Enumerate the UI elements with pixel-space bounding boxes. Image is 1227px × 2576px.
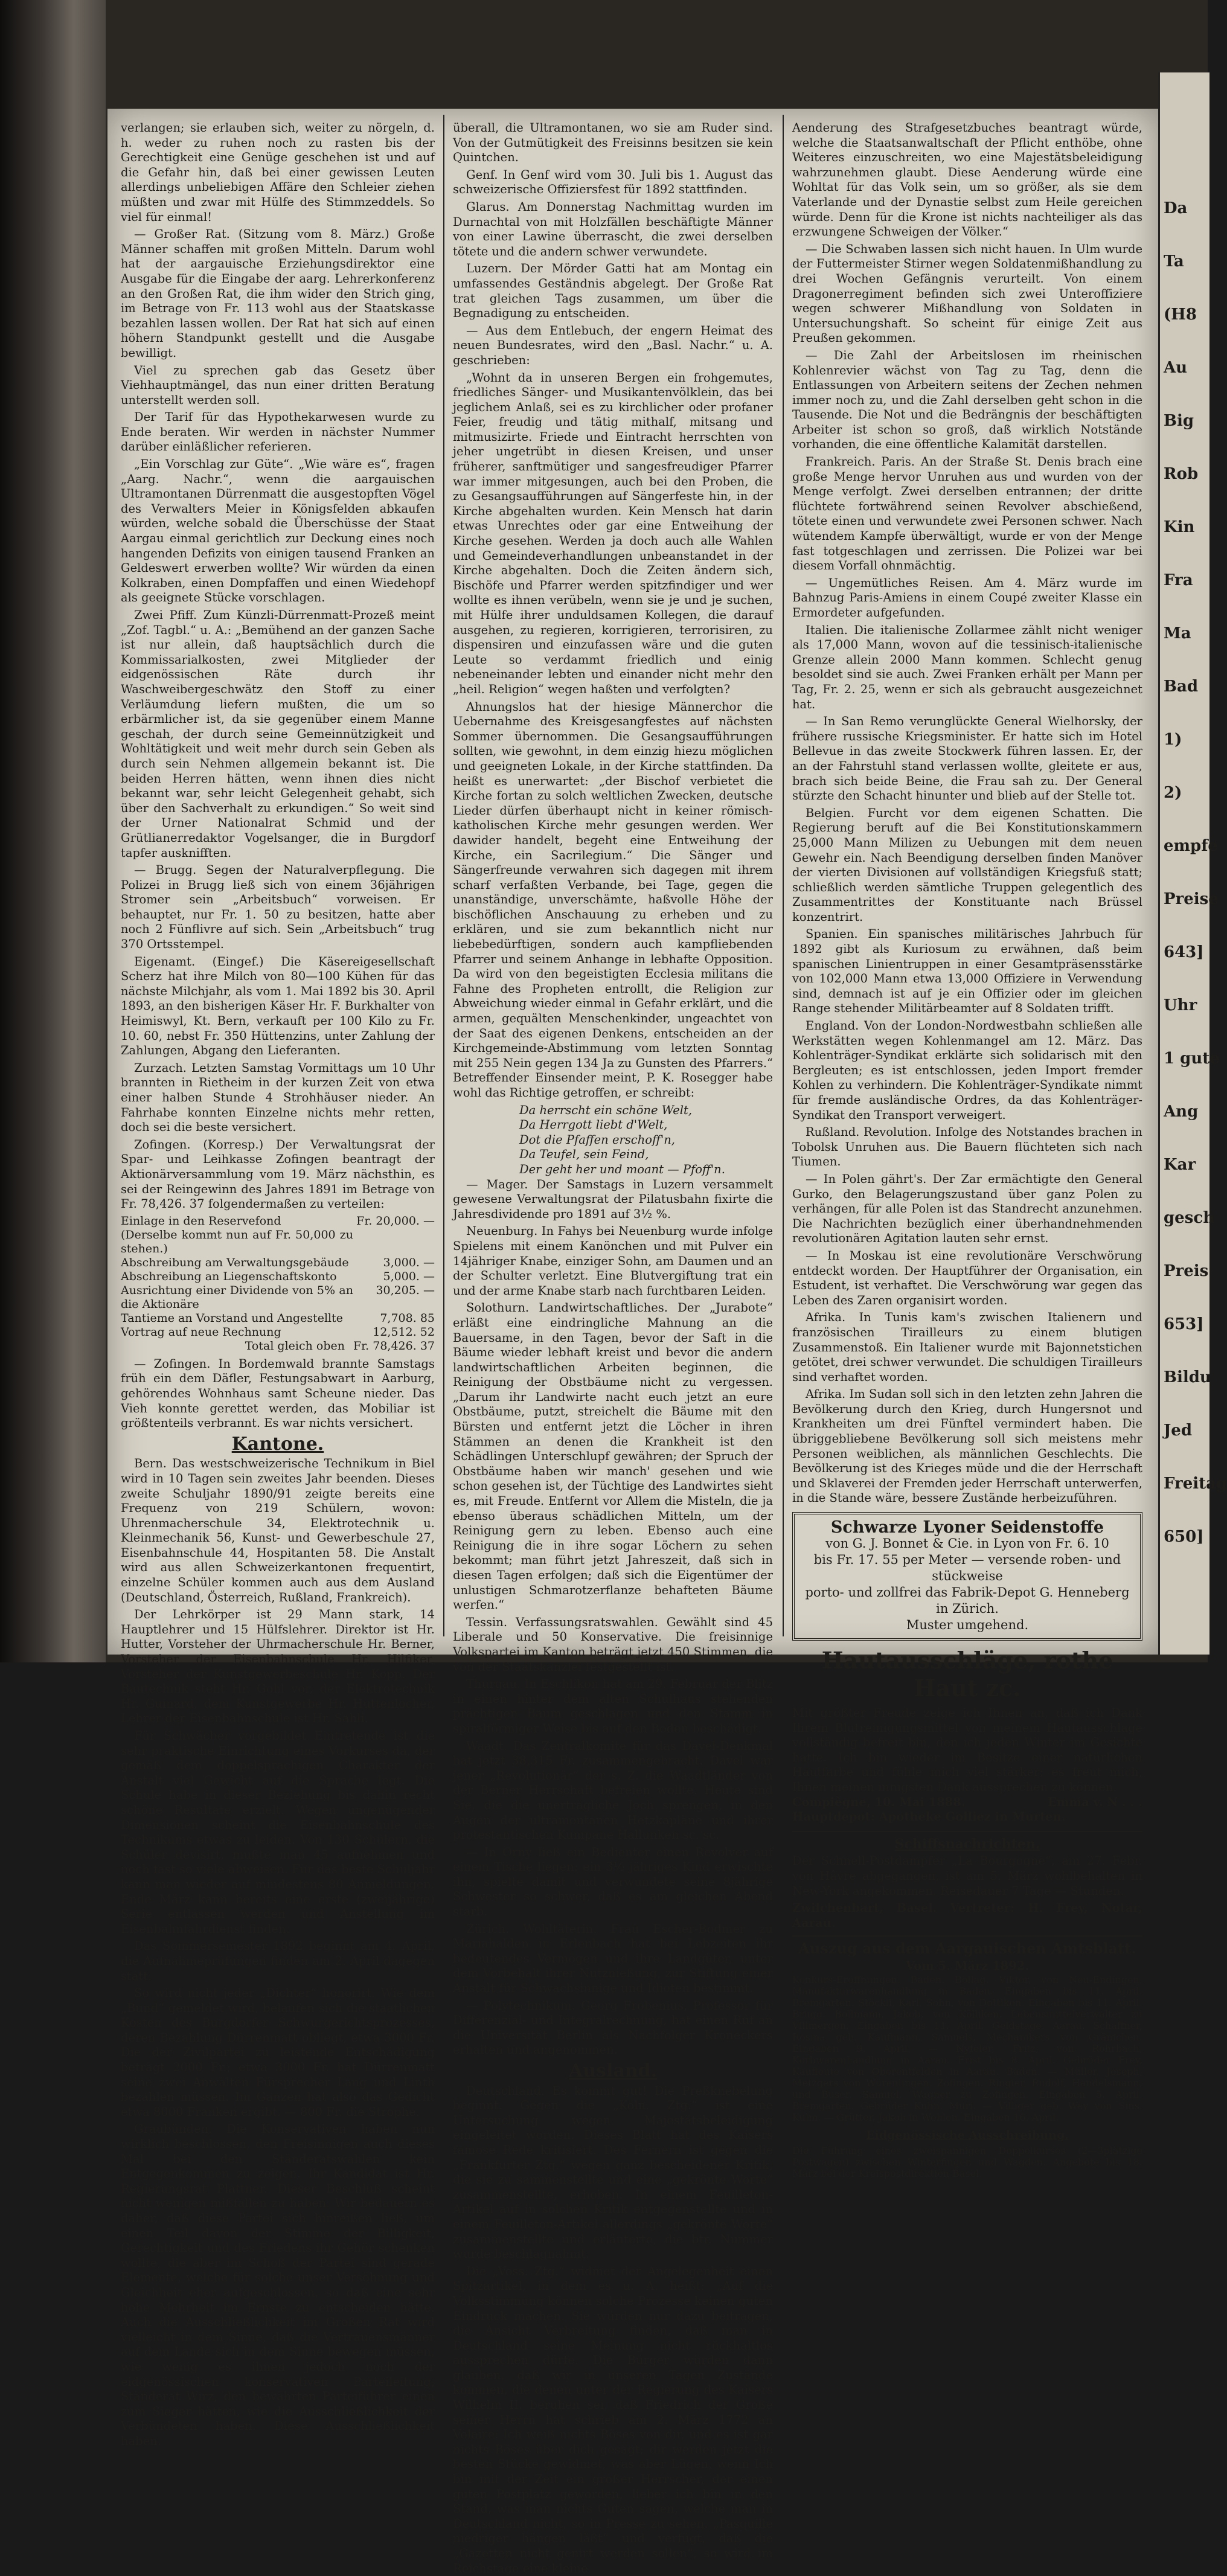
dividend-row	[121, 1339, 435, 1353]
dividend-label: Vortrag auf neue Rechnung	[121, 1325, 281, 1339]
paragraph-solothurn: Solothurn. Landwirtschaftliches. Der „Jurabote“ erläßt eine eindringliche Mahnung an die Bauersame, in den Tagen, bevor der Saft in die Bäume wieder lebhaft kreist und bevor die andern landwirtschaftlichen Arbeiten beginnen, die Reinigung der Obstbäume nicht zu vergessen. „Darum ihr Landwirte nacht euch jetzt an eure Obstbäume, putzt, streichelt die Bäume mit den Bürsten und entfernt jetzt die Löcher in ihren Stämmen an denen die Krankheit ist den Schädlingen Unterschlupf gewähren; der Spruch der Obstbäume haben wir manch' gesehen und wie schon gesehen ist, der Tüchtige des Landwirtes sieht es, mit Freude. Entfernt vor Allem die Misteln, die ja ebenso überaus schädlichen Mitteln, um der Reinigung gern zu leben. Ebenso auch eine Reinigung die in ihre sogar Löchern zu sehen bekommt; man führt jetzt Jahreszeit, daß sich in diesen Tagen erfolgen; daß sich die Eigentümer der unlustigen Schmarotzerflanze behafteten Bäume werfen.“	[453, 1301, 773, 1612]
dividend-row	[121, 1325, 435, 1339]
paragraph: „Ein Vorschlag zur Güte“. „Wie wäre es“, fragen „Aarg. Nachr.“, wenn die aargauischen Ultramontanen Dürrenmatt die ausgestopften Vögel des Verwalters Meier in Königsfelden abkaufen würden, welche sobald die Überschüsse der Staat Aargau einmal gerichtlich zur Deckung eines noch hangenden Defizits von einigen tausend Franken an Geldeswert erwerben wollte? Wir würden da einen Kolkraben, einen Dompfaffen und einen Wiedehopf als geeignete Stücke vorschlagen.	[121, 457, 435, 605]
verse-line: Da herrscht ein schöne Welt,	[519, 1103, 693, 1117]
paragraph: Aenderung des Strafgesetzbuches beantragt würde, welche die Staatsanwaltschaft der Pflicht enthöbe, ohne Weiteres einzuschreiten, wo eine Majestätsbeleidigung wahrzunehmen glaubt. Diese Aenderung würde eine Wohltat für das Volk sein, um so größer, als sie dem Vaterlande und der Dynastie selbst zum Heile gereichen würde. Denn für die Krone ist nichts nachteiliger als das erzwungene Schweigen der Völker.“	[792, 121, 1142, 239]
dividend-row	[121, 1284, 435, 1312]
paragraph-grosser-rat: — Großer Rat. (Sitzung vom 8. März.) Große Männer schaffen mit großen Mitteln. Darum wohl hat der aargauische Erziehungsdirektor eine Ausgabe für die Eingabe der aarg. Lehrerkonferenz an den Großen Rat, die ihm wider den Strich ging, im Betrage von Fr. 113 wohl aus der Staatskasse bezahlen lassen wollen. Der Rat hat sich auf einen höhern Standpunkt gestellt und die Ausgabe bewilligt.	[121, 227, 435, 360]
paragraph-mager: — Mager. Der Samstags in Luzern versammelt gewesene Verwaltungsrat der Pilatusbahn fixirte die Jahresdividende pro 1891 auf 3½ %.	[453, 1177, 773, 1221]
adjacent-page-fragment: 1)	[1164, 731, 1182, 749]
paragraph: verlangen; sie erlauben sich, weiter zu nörgeln, d. h. weder zu ruhen noch zu rasten bis der Gerechtigkeit eine Genüge geschehen ist und auf die Gefahr hin, daß bei einer gewissen Leuten allerdings unbeliebigen Affäre den Schleier ziehen müßten und zwar mit Hülfe des Stimmzeddels. So viel für einmal!	[121, 121, 435, 224]
paragraph: Das Sommersemester 1892 beginnt am 4. April, die Aufnahmeprüfungen finden am 2. April dagegen statt.	[121, 1939, 435, 1983]
adjacent-page-fragment: Kar	[1164, 1156, 1196, 1174]
ad-signature	[792, 1795, 1142, 1810]
advertisement-skin	[792, 1647, 1142, 1825]
paragraph: — Die Schwaben lassen sich nicht hauen. In Ulm wurde der Futtermeister Stirner wegen Soldatenmißhandlung zu drei Wochen Gefängnis verurteilt. Von einem Dragonerregiment befinden sich zwei Unteroffiziere wegen schwerer Mißhandlung von Soldaten in Untersuchungshaft. So scheint für einige Zeit aus Preußen gekommen.	[792, 242, 1142, 345]
paragraph: — In Moskau ist eine revolutionäre Verschwörung entdeckt worden. Der Hauptführer der Organisation, ein Estudent, ist verhaftet. Die Verschwörung war gegen das Leben des Zaren organisirt worden.	[792, 1248, 1142, 1307]
dividend-row	[121, 1270, 435, 1284]
ship-news-body: Der Schnell-Postdampfer „La Bourgogne“, am 27. Febr. von Hâvre abgegangen, ist am 5. März wohlbehalten in New-York angekommen. Reisedauer 7 Tage — Stunden.	[792, 1854, 1142, 1898]
dividend-amount: 7,708. 85	[380, 1311, 435, 1325]
amtsblatt-date: Vom 5. März 1892.	[905, 1958, 1030, 1973]
paragraph: — In Orny ließ ein Bedienter einen Revolver auf einem Tische liegen; ein 3½ jähriges Kind erwischte ihn, spielte damit und verwundete seine 8jährige Schwester so schwer, daß es am gleichen Abend starb.	[453, 1845, 773, 1919]
adjacent-page-fragment: gesch	[1164, 1209, 1215, 1227]
ad-line: porto- und zollfrei das Fabrik-Depot G. Henneberg in Zürich.	[805, 1585, 1130, 1616]
paragraph-italien: Italien. Die italienische Zollarmee zählt nicht weniger als 17,000 Mann, wovon auf die tessinisch-italienische Grenze allein 2000 Mann kommen. Schlecht genug besoldet sind sie auch. Zwei Franken erhält per Mann per Tag, Fr. 2. 25, wenn er sich als gebraucht ausgezeichnet hat.	[792, 623, 1142, 711]
verse-line: Da Teufel, sein Feind,	[519, 1147, 649, 1162]
amtsblatt-body: Konkurs-Eröffnungen. Baden. Bollag, Viktor, von Neu-Endingen, Manufakturwarenhandlung in Baden. Eingaben bis 11. April. Bremgarten. Stöckli, Karl, Sohn, von Dottikon. Eingaben bis 11. April. Brugg. Bollmann, Jakob, von Kölliken, Lebensmittelverwalter zu Villmergen. Eingaben bis 11. April. Geldstage. Aarau. Schaffner, Rosina geb. Kaufmann, Samuels, Mechanikers von Gränichen. Eingaben 9. April. — Nyfeler, Fritz, von Rohrbach, Korbwarenhandlung in Aarau. Frist bis 8. April. Gebrüder Frey, Kaufleute von Oberentfelden in Aarau. Baden. — Müller, Joseph, Metzgers von Würenlingen. Zofingen. Ringier, Rudolf, Handelsmann, und Buser, Samuel, Wagner zu Zofingen. Eingaben 5. April. Bremgarten. Gebrüder Kuhn. Muri. — Villiger geb. Wey von Sins. Kulm. — Grütter, Jakob in Wohlen. Eingaben 16. April.	[792, 1973, 1142, 2123]
ad-depot: Hauptdepot: Apotheke Golliez in Murten.	[792, 1810, 1066, 1824]
ad-signer: Emma v. N . . .	[1047, 1795, 1142, 1809]
paragraph: überall, die Ultramontanen, wo sie am Ruder sind. Von der Gutmütigkeit des Freisinns besitzen sie kein Quintchen.	[453, 121, 773, 165]
dividend-amount: 12,512. 52	[373, 1325, 435, 1339]
verse-line: Dot die Pfaffen erschoff'n,	[519, 1132, 675, 1147]
adjacent-page-fragment: Jed	[1164, 1421, 1193, 1440]
divider	[792, 1935, 1142, 1937]
adjacent-page-fragment: Bildu	[1164, 1368, 1211, 1386]
adjacent-page-fragment: empfe	[1164, 837, 1218, 855]
dividend-row	[121, 1214, 435, 1228]
paragraph: Viel zu sprechen gab das Gesetz über Viehhauptmängel, das nun einer dritten Beratung unterstellt werden soll.	[121, 363, 435, 407]
ad-line: bis Fr. 17. 55 per Meter — versende roben- und stückweise	[813, 1552, 1121, 1584]
section-heading-kantone: Kantone.	[231, 1433, 324, 1455]
adjacent-page-fragment: Ma	[1164, 624, 1191, 642]
newspaper-page	[107, 109, 1158, 2575]
paragraph-glarus: Glarus. Am Donnerstag Nachmittag wurden im Durnachtal von mit Holzfällen beschäftigte Männer von einer Lawine überrascht, die zwei derselben tötete und die andern schwer verwundete.	[453, 199, 773, 258]
adjacent-page-fragment: Freitag	[1164, 1475, 1227, 1493]
dividend-table	[121, 1214, 435, 1353]
paragraph: Der Tarif für das Hypothekarwesen wurde zu Ende beraten. Wir werden in nächster Nummer darüber einläßlicher referieren.	[121, 410, 435, 454]
paragraph-graubuenden: Graubünden. Die Konservativen haben nun wirklich beschlossen, den Freisinnigen auch dieses Mal bei den Ständeratswahlen kein Entgegenkommen zu zeigen. Ihr Kandidat ist Hr. Regierungsrat Plattner. Dieser Beschluß scheint nicht wenigen mißfallen zu haben. Wir bedauern es daher, daß diese Partei sich hinreißen ließ, um einen Teil davon der Stimme der Billigkeit, Gerechtigkeit und des Friedens ihr Gehör schenken wollte, die aber im Schoß der Partei sind gerade Elemente, welche für solche unser Versöhnung und Gleichheit eher aufgeschlossen, so daß eine sehr hohe Mehrheit im Ernste zu entscheiden hätte. Auch die Ausschließlichkeit im Großen Rat wird vielleicht in dem Sinne, daß die Vertrauensmänner auf dem Lande sich in dem Sinne bewegen müssen, wie wenig es ihnen jedoch noch der eidgenössischen konservativen Parteileitung, Ständerat Wirz, den bewährten Parteiführer einen zum Sieger hätten, wie die Ausschließlichkeit der Verbündeten haben. Diese Ausschließlichkeit haben.	[121, 2122, 435, 2448]
paragraph-tessin: Tessin. Verfassungsratswahlen. Gewählt sind 45 Liberale und 50 Konservative. Die freisinnige Volkspartei im Kanton beträgt jetzt 450 Stimmen, die von der Staatskanzlei festgestellt ist.	[453, 1615, 773, 1674]
adjacent-page-fragment: Uhr	[1164, 996, 1197, 1014]
paragraph: Für Schwächer vorgebildet Eintretende ist die sehr praktische Einrichtung eines Vorkurses da, der gemäß dem doppelsprachigen Charakter der Anstalt viel Gewicht auf die Sprache legt. Die Schule habe in dieser Beziehung bis dahin recht schöne Resultate erzielt. Wegen ungenügender Dimensionen scheint die Eisenbahnschule des Technikums etwas zu leiden. Von 130 Schülern, die Schüler devisirt, mußte man 45 aufnehmen und noch fast so viele abweisen. Für das beste Schuljahr kann man wieder auf mindestens 80 Anmeldungen. Ende März kann bereits eine erste (zweijährige) Serie entlassen werden und Anstellung im Eisenbahnfahrdienst finden.	[121, 1729, 435, 1936]
adjacent-page-fragment: Preis	[1164, 1262, 1209, 1280]
ad-headline: Hautausschläge, rothe Haut zc.	[821, 1647, 1113, 1702]
section-heading-ausland: Ausland.	[568, 2060, 658, 2081]
verse-quote	[453, 1103, 773, 1177]
paragraph-zurzach: Zurzach. Letzten Samstag Vormittags um 10 Uhr brannten in Rietheim in der kurzen Zeit von etwa einer halben Stunde 4 Strohhäuser nieder. An Fahrhabe konnten Einzelne nichts mehr retten, doch sei die beste versichert.	[121, 1060, 435, 1135]
dividend-label: Einlage in den Reservefond	[121, 1214, 281, 1228]
adjacent-page-fragment: Da	[1164, 199, 1188, 217]
paragraph-england: England. Von der London-Nordwestbahn schließen alle Werkstätten wegen Kohlenmangel am 12. März. Das Kohlenträger-Syndikat erklärte sich solidarisch mit den Bergleuten; es ist entschlossen, jeden Import fremder Kohlen zu verhindern. Die Kohlenträger-Syndikate nimmt für fremde ausländische Ordres, da das Kohlenträger-Syndikat den Transport verweigert.	[792, 1019, 1142, 1122]
paragraph-genf: Genf. In Genf wird vom 30. Juli bis 1. August das schweizerische Offiziersfest für 1892 stattfinden.	[453, 167, 773, 197]
column-middle	[453, 121, 773, 2575]
ship-news-title: Schiffsnachrichten.	[894, 1836, 1040, 1852]
paragraph: Der Lehrkörper ist 29 Mann stark, 14 Hauptlehrer und 15 Hülfslehrer. Direktor ist Hr. Hutter, Vorsteher der Uhrmacherschule Hr. Berner, Vorsteher der Eisenbahnschule Hr. Hilfiker, Vorsteher der Kunstgewerbeschule Hr. Kopp. Der Bautechnik steht Hr. Gohl vor, der Elektrotechnik Hr. Guinard, dem Kunstgewerbe Hr. Huttenlocher, Lehrer der Eisenbahnschule ist Hr. Sahli.	[121, 1607, 435, 1726]
amtsblatt-title: Auszug aus dem Aargauischen Amtsblatt.	[798, 1940, 1136, 1958]
adjacent-page-fragment: Preise	[1164, 890, 1219, 908]
adjacent-page-fragment: 643]	[1164, 943, 1204, 961]
verse-line: Da Herrgott liebt d'Welt,	[519, 1118, 668, 1132]
paragraph-eigenamt: Eigenamt. (Eingef.) Die Käsereigesellschaft Scherz hat ihre Milch von 80—100 Kühen für das nächste Milchjahr, als vom 1. Mai 1892 bis 30. April 1893, an den bisherigen Käser Hr. F. Burkhalter von Heimiswyl, Kt. Bern, verkauft per 100 Kilo zu Fr. 10. 60, nebst Fr. 350 Hüttenzins, unter Zahlung der Zahlungen, Abgang den Lieferanten.	[121, 954, 435, 1058]
book-binding	[0, 0, 106, 1662]
dividend-amount: 5,000. —	[383, 1269, 435, 1283]
adjacent-page-fragment: Fra	[1164, 571, 1193, 589]
verse-line: Der geht her und moant — Pfoff'n.	[519, 1162, 725, 1176]
paragraph: — Ungemütliches Reisen. Am 4. März wurde im Bahnzug Paris-Amiens in einem Coupé zweiter Klasse ein Ermordeter aufgefunden.	[792, 575, 1142, 620]
column-left	[121, 121, 435, 2448]
paragraph-afrika: Afrika. Im Sudan soll sich in den letzten zehn Jahren die Bevölkerung durch den Krieg, durch Hungersnot und Krankheiten um drei Fünftel vermindert haben. Die übriggebliebene Bevölkerung soll sich meistens mehr Personen weiblichen, als männlichen Geschlechts. Die Bevölkerung ist des Krieges müde und die der Herrschaft und Sklaverei der Fremden jeder Herrschaft unterwerfen, in die Stande wäre, bessere Zustände herbeizuführen.	[792, 1387, 1142, 1505]
paragraph-bern: Bern. Das westschweizerische Technikum in Biel wird in 10 Tagen sein zweites Jahr beenden. Dieses zweite Schuljahr 1890/91 zeigte bereits eine Frequenz von 219 Schülern, wovon: Uhrenmacherschule 34, Elektrotechnik u. Kleinmechanik 56, Kunst- und Gewerbeschule 27, Eisenbahnschule 44, Hospitanten 58. Die Anstalt wird aus allen Schweizerkantonen frequentirt, einzelne Schüler kommen auch aus dem Ausland (Deutschland, Österreich, Rußland, Frankreich).	[121, 1456, 435, 1604]
paragraph-spanien: Spanien. Ein spanisches militärisches Jahrbuch für 1892 gibt als Kuriosum zu erwähnen, daß beim spanischen Linientruppen in einer Gesamtpräsensstärke von 102,000 Mann etwa 13,000 Offiziere in Verwendung sind, demnach ist auf je ein Offizier oder im gleichen Range stehender Militärbeamter auf 8 Soldaten trifft.	[792, 927, 1142, 1016]
dividend-amount: 30,205. —	[376, 1283, 435, 1297]
dividend-label: Abschreibung an Liegenschaftskonto	[121, 1269, 337, 1283]
dividend-row	[121, 1228, 435, 1256]
paragraph: Ahnungslos hat der hiesige Männerchor die Uebernahme des Kreisgesangfestes auf nächsten Sommer übernommen. Die Gesangsaufführungen sollten, wie gewohnt, in dem einzig hiezu möglichen und geeigneten Lokale, in der Kirche stattfinden. Da heißt es unerwartet: „der Bischof verbietet die Kirche fortan zu solch weltlichen Zwecken, deutsche Lieder dürfen überhaupt nicht in keiner römisch-katholischen Kirche mehr gesungen werden. Wer dawider handelt, begeht eine Entweihung der Kirche, ein Sacrilegium.“ Die Sänger und Sängerfreunde verwahren sich dagegen mit ihrem scharf verfaßten Verbande, bei Tage, gegen die unanständige, unverschämte, haßvolle Höhe der bischöflichen Anschauung zu erheben und zu erklären, und sie zum bekanntlich nicht nur liebebedürftigen, sondern auch kampfliebenden Pfarrer und seinem Anhange in lebhafte Opposition. Da wird von den begeistigten Ecclesia militans die Fahne des Propheten entrollt, die Religion zur Abweichung wieder einmal in Gefahr erklärt, und die armen, gequälten Menschenkinder, ungeachtet von der Saat des eigenen Denkens, entscheiden an der Kirchgemeinde-Abstimmung vom letzten Sonntag mit 255 Nein gegen 134 Ja zu Gunsten des Pfarrers.“ Betreffender Einsender meint, P. K. Rosegger habe wohl das Richtige getroffen, er schreibt:	[453, 699, 773, 1100]
dividend-label: Tantieme an Vorstand und Angestellte	[121, 1311, 343, 1325]
paragraph: So wird nicht jeder „Dichter“ honorirt. Wie dem „Bund“ gemeldet wird, belaufen sich die staatlichen Kosten des Burgdorfer Schwurgerichtsprozesses, deren Bezahlung Dürrenmatt obliegt, etwa 3000 Fr. Die der Zivilpartei zu leistende Entschädigung beträgt 2000 Fr.; etwa 3000 Fr. hat Dürrenmatt seine zwei Anwälten Fürsprecher Lang und Linth bezahlen müssen. Im Ganzen hat also das Gedicht etwa 8000 Franken ergibt. — 800 Fr. die Strophe.	[121, 1986, 435, 2119]
adjacent-page-fragment: Au	[1164, 359, 1188, 377]
adjacent-page-fragment: 650]	[1164, 1528, 1204, 1546]
adjacent-page-fragment: Ta	[1164, 252, 1184, 271]
column-right	[792, 121, 1142, 2180]
ad-line: Muster umgehend.	[906, 1618, 1029, 1633]
adjacent-page-fragment: Rob	[1164, 465, 1199, 483]
eidg-body: Die Führung eines zweispännigen Doppelkurses (2—3plätzige Postwagen) zwischen Winterfingen und Wagden. Angebote bis 18. März bei der Kreispostdirektion Basel.	[792, 2145, 1142, 2180]
dividend-label: Abschreibung am Verwaltungsgebäude	[121, 1255, 349, 1269]
paragraph: — Polytechnikum. Georg Frobenius, Professor für Differenzial- und Integralrechnung, hat einen Ruf an die Universität Berlin als Nachfolger Kroneckers erhalten und angenommen.	[453, 1998, 773, 2057]
paragraph-zofingen: Zofingen. (Korresp.) Der Verwaltungsrat der Spar- und Leihkasse Zofingen beantragt der Aktionärversammlung vom 19. März nächsthin, es sei der Reingewinn des Jahres 1891 im Betrage von Fr. 78,426. 37 folgendermaßen zu verteilen:	[121, 1137, 435, 1211]
paragraph: Zwei Pfiff. Zum Künzli-Dürrenmatt-Prozeß meint „Zof. Tagbl.“ u. A.: „Bemühend an der ganzen Sache ist nur allein, daß hauptsächlich durch die Kommissarialkosten, zwei Mitglieder der eidgenössischen Räte durch ihr Waschweibergeschwätz den Stoff zu einer Verläumdung liefern mußten, die um so erbärmlicher ist, da sie gegenüber einem Manne geschah, der durch seine Gemeinnützigkeit und Wohltätigkeit und weit mehr durch sein Geben als durch sein Nehmen allgemein bekannt ist. Die beiden Herren hätten, wenn ihnen dies nicht bekannt war, sehr leicht Gelegenheit gehabt, sich über den Sachverhalt zu erkundigen.“ So weit sind der Urner Nationalrat Schmid und der Grütlianerredaktor Vogelsanger, die in Burgdorf tapfer ausknifften.	[121, 608, 435, 860]
dividend-amount: 3,000. —	[383, 1255, 435, 1269]
adjacent-page-fragment: Kin	[1164, 518, 1195, 536]
paragraph-zofingen-fire: — Zofingen. In Bordemwald brannte Samstags früh ein dem Däfler, Festungsabwart in Aarburg, gehörendes Wohnhaus samt Scheune nieder. Das Vieh konnte gerettet werden, das Mobiliar ist größtenteils verbrannt. Es war nichts versichert.	[121, 1356, 435, 1431]
dividend-amount	[353, 1228, 435, 1256]
adjacent-page-strip	[1158, 72, 1227, 1655]
paragraph-russland: Rußland. Revolution. Infolge des Notstandes brachen in Tobolsk Unruhen aus. Die Bauern flüchteten sich nach Tiumen.	[792, 1125, 1142, 1169]
ad-body: Mit größter Freude zeige ich Ihnen an, daß ich Dank Ihrem Blutreinigungsmittel von meinem Hautausschlage vollständig befreit bin, den ich jeden Winter im Gesichte hatte. Ich bin wieder im Besitze einer natürlichen Hautfarbe und fühle mich viel stärker; es freut mich, Ihnen meinen innigsten Dank aussprechen zu können.	[792, 1706, 1142, 1794]
paragraph-belgien: Belgien. Furcht vor dem eigenen Schatten. Die Regierung beruft auf die Bei Konstitutionskammern 25,000 Mann Milizen zu Uebungen mit dem neuen Gewehr ein. Nach Beendigung derselben finden Manöver der vierten Divisionen auf vollständigen Kriegsfuß statt; schließlich werden sämtliche Truppen gelegentlich des Zusammentrittes der Konstituante nach Brüssel konzentrirt.	[792, 806, 1142, 924]
paragraph-zuerich: Zürich. Wohltäterin. Frau Escher-Bodmer zu Mariahalden in Erlenbach hat bei Lebzeiten ihr bedeutendes Vermögen und ihre Landgüter, unter dem Vorbehalt ihrer Nutznießung, zur Stiftung einer Anstalt für Schwachsinnige und Idioten bestimmt.	[453, 1921, 773, 1996]
dividend-label: Total gleich oben	[245, 1339, 345, 1353]
dividend-row	[121, 1312, 435, 1325]
ad-line: von G. J. Bonnet & Cie. in Lyon von Fr. 6. 10	[825, 1536, 1109, 1551]
adjacent-page-fragment: Bad	[1164, 678, 1199, 696]
eidg-title: Eidgenössische Ausschreibung.	[866, 2128, 1069, 2142]
paragraph: — In San Remo verunglückte General Wielhorsky, der frühere russische Kriegsminister. Er hatte sich im Hotel Bellevue in das zweite Stockwerk führen lassen. Er, der an der Fahrstuhl stand verlassen wollte, gleitete er aus, brach sich beide Beine, die Frau sah zu. Der General stürzte den Schacht hinunter und blieb auf der Stelle tot.	[792, 714, 1142, 803]
ad-place: Compiègne, 10. Mai 1888.	[792, 1795, 966, 1809]
dividend-label: Ausrichtung einer Dividende von 5% an die Aktionäre	[121, 1283, 353, 1311]
adjacent-page-fragment: 2)	[1164, 784, 1182, 802]
paragraph: — Die Zahl der Arbeitslosen im rheinischen Kohlenrevier wächst von Tag zu Tag, denn die Entlassungen von Arbeitern seitens der Zechen nehmen immer noch zu, und die Zahl derselben geht schon in die Tausende. Die Not und die Bedrängnis der beschäftigten Arbeiter ist schon so groß, daß wirklich Notstände vorhanden, die eine öffentliche Kalamität darstellen.	[792, 348, 1142, 452]
advertisement-silk	[792, 1512, 1142, 1641]
adjacent-page-fragment: Ang	[1164, 1103, 1199, 1121]
adjacent-page-fragment: 653]	[1164, 1315, 1204, 1333]
paragraph-brugg: — Brugg. Segen der Naturalverpflegung. Die Polizei in Brugg ließ sich von einem 36jährigen Stromer sein „Arbeitsbuch“ vorweisen. Er behauptet, nur Fr. 1. 50 zu besitzen, hatte aber noch 2 Fünflivre auf sich. Sein „Arbeitsbuch“ trug 370 Ortsstempel.	[121, 863, 435, 952]
paragraph-waadt: Waadt. Das Zentralkomite für das Davel-Denkmal hat jetzt 38,315 Fr. zusammengebracht. Davel war jener „Revolutionär“ der s. Z. die Waadtländer von der Berner Herrschaft befreien wollte. Heute sind Sie, die die unerträgliche Joch sprengen, in den Augen der ultramontanen Hetzkapläne und ihrer protestantischen Kumpane Hallunken sc. sc.	[453, 1738, 773, 1842]
paragraph-neuenburg: Neuenburg. In Fahys bei Neuenburg wurde infolge Spielens mit einem Kanönchen und mit Pulver ein 14jähriger Knabe, einziger Sohn, am Daumen und an der Schulter verletzt. Eine Blutvergiftung trat ein und der arme Knabe starb nach furchtbaren Leiden.	[453, 1224, 773, 1298]
paragraph: „Wohnt da in unseren Bergen ein frohgemutes, friedliches Sänger- und Musikantenvölklein, das bei jeglichem Anlaß, sei es zu kirchlicher oder profaner Feier, freudig und tätig mithalf, mitsang und mitmusizirte. Friede und Eintracht herrschten von jeher ungetrübt in diesen Kreisen, und unser früherer, sanftmütiger und sangesfreudiger Pfarrer war immer mitgesungen, auch bei den Proben, die zu Gesangsaufführungen auf Sängerfeste hin, in der Kirche abgehalten wurden. Kein Mensch hat darin etwas Unrechtes oder gar eine Entweihung der Kirche gesehen. Werden ja doch auch alle Wahlen und Gemeindeverhandlungen unbeanstandet in der Kirche abgehalten. Doch die Zeiten ändern sich, Bischöfe und Pfarrer werden spitzfindiger und wer wollte es ihnen verübeln, wenn sie je und je suchen, mit Hülfe ihrer unduldsamen Kollegen, die darauf ausgehen, zu regieren, korrigieren, terrorisiren, zu dispensiren und einzufassen wäre und die guten Leute so verdammt friedlich und einig nebeneinander lebten und einander nicht mehr den „heil. Religion“ wegen haßten und verfolgten?	[453, 370, 773, 696]
paragraph-deutschland: Deutschland. Es kommt gut! Die Preßknebelung beginnt. Gegen die „Köln. Ztg.“ ist eine Untersuchung wegen Majestätsbeleidigung eingeleitet worden. Dieses Blatt hat des Kaisers famose Rede kritisiert. Des Fernern ist gegen die „Frankfurter Ztg.“ wegen ganz bescheidener Kritik, die sie zu sammenstellte und eine „gekrönte Worte“ zusammenstellte, erhoben. In einem Feuilleton-Artikel auf in solchen Kritik entgegenstellte und in einem Feuilleton-Artikel allerdings „gekrönte Worte“ zusammenstellte und erläuterte, die btr. Nummer wurde beschlagnahmt.	[453, 2083, 773, 2261]
dividend-label: (Derselbe kommt nun auf Fr. 50,000 zu stehen.)	[121, 1228, 353, 1255]
column-rule	[783, 115, 784, 1636]
paragraph-thurgau: Thurgau. In Eschlikon hat am 29. Februar der Blitz in einen hinter dem alten Schulhaus stehenden prächtigen Baum geschlagen und den Stamm in spiralförmiger Weise bis auf den Boden beschädigt.	[453, 1677, 773, 1735]
ship-news-agent: Zwilchenbart, Basel. Vertreter: H. Frey, Notar, Aarau.	[792, 1901, 1142, 1930]
paragraph-afrika: Afrika. In Tunis kam's zwischen Italienern und französischen Tirailleurs zu einem blutigen Zusammenstoß. Ein Italiener wurde mit Bajonnetstichen getötet, drei schwer verwundet. Die schuldigen Tirailleurs sind verhaftet worden.	[792, 1310, 1142, 1384]
dividend-amount: Fr. 20,000. —	[356, 1214, 435, 1228]
ad-title: Schwarze Lyoner Seidenstoffe	[830, 1518, 1104, 1537]
divider	[792, 1831, 1142, 1832]
column-rule	[443, 115, 444, 1636]
paragraph: — Aus dem Entlebuch, der engern Heimat des neuen Bundesrates, wird den „Basl. Nachr.“ u. A. geschrieben:	[453, 323, 773, 367]
paragraph-frankreich: Frankreich. Paris. An der Straße St. Denis brach eine große Menge hervor Unruhen aus und wurden von der Menge verfolgt. Zwei derselben entrannen; der dritte flüchtete fortwährend seinen Revolver abschießend, tötete einen und verwundete zwei Personen schwer. Nach wütendem Kampfe überwältigt, wurde er von der Menge fast totgeschlagen und zerrissen. Die Polizei war bei diesem Vorfall ohnmächtig.	[792, 455, 1142, 573]
paragraph: Die „Voss. Ztg.“ widmet der Angelegenheit einen Spitzartikel, in dem es u. A. heißt: „Auf die Volksstimmung können solche Prozesse keinen guten Eindruck machen. Sie würden nur dazu beitragen, die Ansicht Verbreitung finden, daß man in Deutschland seine Meinung nicht rückhaltlos aussprechen dürfe. Die Bürger würden dann glauben, daß wir in unseren Tagen Zustände kommen, die denen unter der Regierung des Kaisers Wilhelm II. beruhen sei, daß Friedrich der Große seiner Herrn hat schrieb am 2. März 1772 an Volaire: Ich weiß nichts Böses von dir, und es ist gar nichts Böses über dich gesagt; dir werden jetzt die besten Stücke gewidmet, was aber Lügen, wenn Ich bin mit der Zeit ein großer Herrscher, der einen guten Postplatz geworden, lieber ich bin in den Stand, was man nichts Guten sagen, welche man in Deutschland nicht, so in Presse zu sehen. „Pasquille niedriger hängen läßt“ und verfügt, daß die „Gazetten nicht genirt werden sollen“, so wird im Reichstage eine kleine	[453, 2264, 773, 2575]
dividend-row	[121, 1256, 435, 1270]
dividend-amount: Fr. 78,426. 37	[353, 1339, 435, 1353]
adjacent-page-fragment: 1 gute	[1164, 1049, 1220, 1068]
adjacent-page-fragment: (H8	[1164, 306, 1197, 324]
paragraph: — In Polen gährt's. Der Zar ermächtigte den General Gurko, den Belagerungszustand über ganz Polen zu verhängen, für alle Polen ist das Standrecht anzunehmen. Die Nachrichten bezüglich einer überhandnehmenden revolutionären Agitation lauten sehr ernst.	[792, 1171, 1142, 1246]
paragraph-luzern: Luzern. Der Mörder Gatti hat am Montag ein umfassendes Geständnis abgelegt. Der Große Rat trat gleichen Tags zusammen, um über die Begnadigung zu entscheiden.	[453, 261, 773, 321]
adjacent-page-fragment: Big	[1164, 412, 1194, 430]
